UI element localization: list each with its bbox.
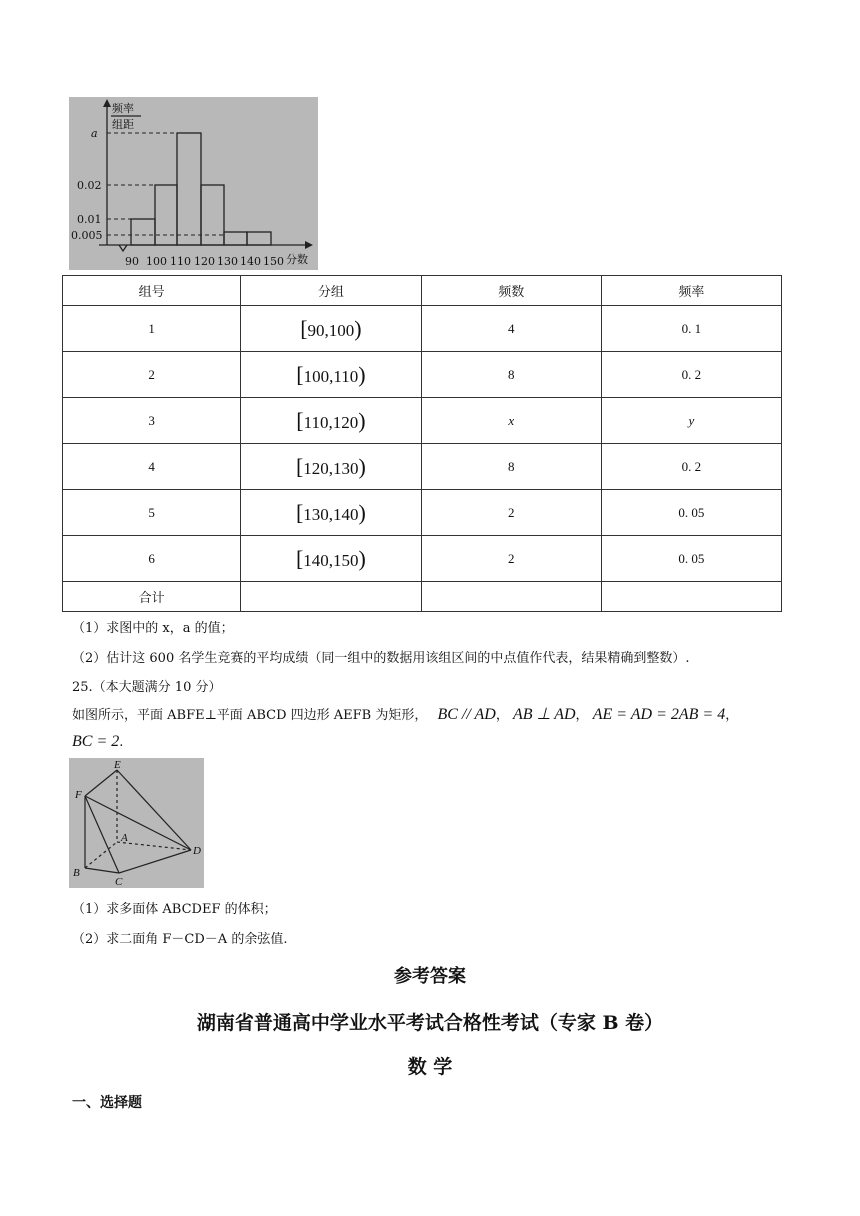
x-axis-arrow: [305, 241, 313, 249]
cell-interval: [140,150): [241, 536, 421, 582]
cell-group-id: 6: [63, 536, 241, 582]
cell-frequency: 0. 05: [601, 536, 781, 582]
q25-cond-ab-perp-ad: AB ⊥ AD: [513, 706, 576, 723]
cell-interval: [90,100): [241, 306, 421, 352]
q25-part2: （2）求二面角 F－CD－A 的余弦值.: [72, 932, 288, 947]
edge-fc: [85, 796, 119, 873]
q25-stem-line2: BC = 2.: [72, 733, 124, 750]
q24-part1: （1）求图中的 x，a 的值；: [72, 621, 234, 636]
x-tick-110: 110: [170, 255, 191, 268]
label-c: C: [115, 876, 123, 888]
label-f: F: [75, 789, 82, 801]
cell-frequency: y: [601, 398, 781, 444]
x-tick-140: 140: [240, 255, 261, 268]
x-tick-120: 120: [194, 255, 215, 268]
table-row: [63, 490, 782, 536]
header-group-id: 组号: [63, 276, 241, 306]
interval-hi: 110: [333, 366, 359, 386]
polyhedron-svg: [69, 758, 204, 888]
interval-hi: 100: [328, 320, 355, 340]
interval-hi: 150: [333, 550, 359, 570]
cell-interval: [130,140): [241, 490, 421, 536]
cell-total-count: [421, 582, 601, 612]
table-row: [63, 306, 782, 352]
label-a: A: [121, 832, 128, 844]
y-unit-bottom: 组距: [112, 118, 134, 131]
polyhedron-figure: [69, 758, 204, 888]
interval-hi: 140: [333, 504, 359, 524]
frequency-table: [62, 275, 782, 612]
interval-hi: 120: [332, 412, 359, 432]
q25-part1: （1）求多面体 ABCDEF 的体积；: [72, 902, 277, 917]
interval-hi: 130: [333, 458, 359, 478]
cell-frequency: 0. 05: [601, 490, 781, 536]
edge-fd: [85, 796, 191, 850]
header-interval: 分组: [241, 276, 421, 306]
interval-lo: 130: [303, 504, 329, 524]
cell-group-id: 1: [63, 306, 241, 352]
interval-lo: 140: [303, 550, 329, 570]
edge-bc: [85, 868, 119, 873]
header-frequency: 频率: [601, 276, 781, 306]
table-total-row: [63, 582, 782, 612]
q24-part2: （2）估计这 600 名学生竞赛的平均成绩（同一组中的数据用该组区间的中点值作代表，结果精确到整数）.: [72, 651, 690, 666]
y-axis-arrow: [103, 99, 111, 107]
q25-stem: 如图所示，平面 ABFE⊥平面 ABCD 四边形 AEFB 为矩形，: [72, 708, 428, 723]
q25-stem-line: 如图所示，平面 ABFE⊥平面 ABCD 四边形 AEFB 为矩形， BC // AD， AB ⊥ AD， AE = AD = 2AB = 4，: [72, 706, 739, 723]
label-d: D: [193, 845, 201, 857]
edge-ad-hidden: [117, 842, 191, 850]
bar-110-120: [177, 133, 201, 245]
edge-fe: [85, 770, 117, 796]
x-tick-150: 150: [263, 255, 284, 268]
cell-total-interval: [241, 582, 421, 612]
y-tick-002: 0.02: [77, 179, 102, 192]
cell-interval: [110,120): [241, 398, 421, 444]
y-tick-001: 0.01: [77, 213, 102, 226]
interval-lo: 100: [303, 366, 330, 386]
exam-title: 湖南省普通高中学业水平考试合格性考试（专家 B 卷）: [196, 1012, 664, 1034]
bar-140-150: [247, 232, 271, 245]
cell-count: 2: [421, 536, 601, 582]
interval-lo: 120: [303, 458, 329, 478]
table-header-row: [63, 276, 782, 306]
subject-title: 数 学: [407, 1056, 453, 1078]
header-count: 频数: [421, 276, 601, 306]
cell-interval: [120,130): [241, 444, 421, 490]
table-row: [63, 444, 782, 490]
bar-130-140: [224, 232, 247, 245]
cell-total-label: 合计: [63, 582, 241, 612]
table-row: [63, 398, 782, 444]
cell-count: x: [421, 398, 601, 444]
q25-cond-bc-parallel-ad: BC // AD: [437, 706, 496, 723]
y-tick-0005: 0.005: [71, 229, 103, 242]
cell-count: 2: [421, 490, 601, 536]
edge-cd: [119, 850, 191, 873]
y-tick-a: a: [91, 127, 98, 140]
x-tick-90: 90: [125, 255, 139, 268]
cell-count: 8: [421, 352, 601, 398]
edge-ed: [117, 770, 191, 850]
cell-group-id: 4: [63, 444, 241, 490]
bar-90-100: [131, 219, 155, 245]
q25-cond-bc: BC = 2: [72, 733, 120, 750]
x-tick-100: 100: [146, 255, 167, 268]
edge-ba-hidden: [85, 842, 117, 868]
x-tick-130: 130: [217, 255, 238, 268]
interval-lo: 90: [307, 320, 325, 340]
section-choice-heading: 一、选择题: [72, 1095, 142, 1111]
table-row: [63, 536, 782, 582]
bar-100-110: [155, 185, 177, 245]
q25-title: 25.（本大题满分 10 分）: [72, 680, 222, 695]
label-e: E: [114, 759, 121, 771]
cell-interval: [100,110): [241, 352, 421, 398]
cell-count: 8: [421, 444, 601, 490]
table-row: [63, 352, 782, 398]
label-b: B: [73, 867, 80, 879]
interval-lo: 110: [303, 412, 329, 432]
cell-group-id: 3: [63, 398, 241, 444]
cell-group-id: 2: [63, 352, 241, 398]
cell-count: 4: [421, 306, 601, 352]
x-unit-label: 分数: [286, 253, 308, 266]
cell-frequency: 0. 2: [601, 352, 781, 398]
histogram-svg: [69, 97, 318, 270]
frequency-histogram: [69, 97, 318, 270]
cell-group-id: 5: [63, 490, 241, 536]
cell-total-frequency: [601, 582, 781, 612]
cell-frequency: 0. 2: [601, 444, 781, 490]
bar-120-130: [201, 185, 224, 245]
y-unit-top: 频率: [112, 102, 134, 115]
answer-heading: 参考答案: [394, 966, 466, 987]
cell-frequency: 0. 1: [601, 306, 781, 352]
axis-break: [119, 245, 127, 251]
q25-cond-lengths: AE = AD = 2AB = 4: [592, 706, 726, 723]
